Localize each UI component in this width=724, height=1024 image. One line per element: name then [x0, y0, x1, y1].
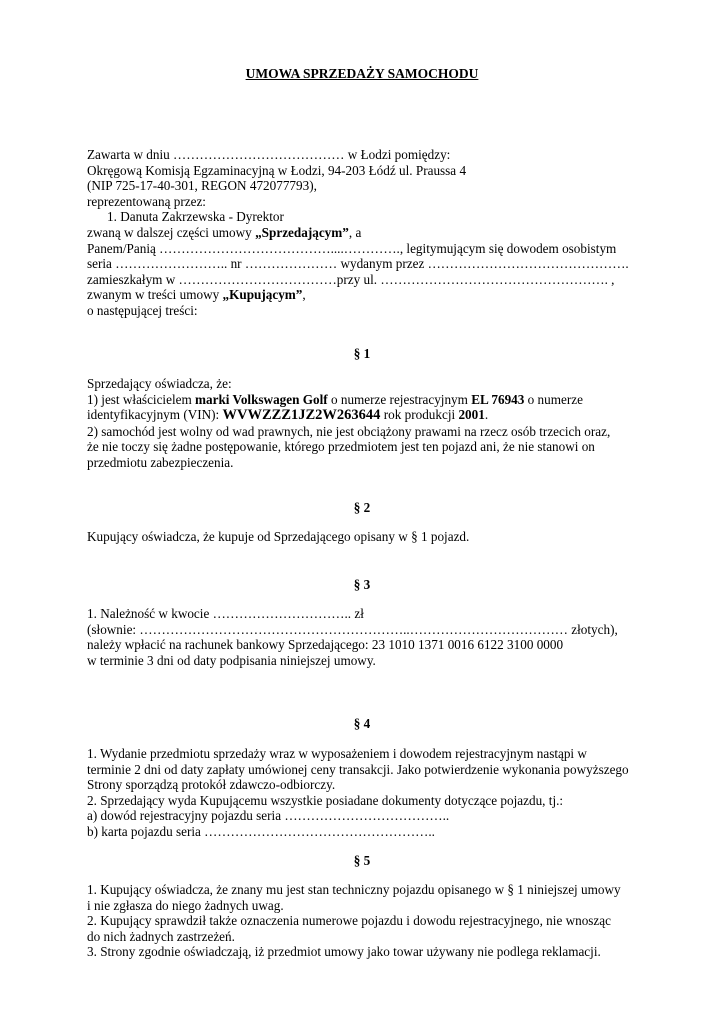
s5-line-4: do nich żadnych zastrzeżeń. [87, 928, 235, 944]
s1-line-6: przedmiotu zabezpieczenia. [87, 454, 234, 470]
s5-line-5: 3. Strony zgodnie oświadczają, iż przedmiot umowy jako towar używany nie podlega reklamacji. [87, 944, 601, 960]
s1-line-3 [87, 407, 647, 424]
intro-line-id-series: seria …………………….. nr ………………… wydanym przez ………………………………………. [87, 256, 629, 272]
intro-line-nip-regon: (NIP 725-17-40-301, REGON 472077793), [87, 178, 317, 194]
s5-line-3: 2. Kupujący sprawdził także oznaczenia numerowe pojazdu i dowodu rejestracyjnego, nie wnosząc [87, 913, 611, 929]
intro-line-represented: reprezentowaną przez: [87, 193, 206, 209]
intro-line-buyer-name: Panem/Panią …………………………………....…………., legitymującym się dowodem osobistym [87, 240, 617, 256]
section-2-body [87, 529, 647, 545]
registration-number: EL 76943 [471, 391, 525, 407]
intro-line-representative: 1. Danuta Zakrzewska - Dyrektor [107, 209, 284, 225]
text: rok produkcji [380, 407, 459, 423]
section-3-body [87, 606, 647, 668]
section-2-heading: § 2 [353, 500, 371, 515]
section-1-body [87, 376, 647, 471]
s5-line-2: i nie zgłasza do niego żadnych uwag. [87, 897, 284, 913]
seller-term: „Sprzedającym” [255, 224, 349, 240]
s1-line-1: Sprzedający oświadcza, że: [87, 376, 232, 391]
buyer-term: „Kupującym” [222, 287, 303, 303]
intro-line-seller-def [87, 225, 647, 241]
intro-line-following: o następującej treści: [87, 302, 198, 318]
s4-line-4: 2. Sprzedający wyda Kupującemu wszystkie posiadane dokumenty dotyczące pojazdu, tj.: [87, 792, 564, 808]
section-5-body [87, 882, 647, 960]
s1-line-4: 2) samochód jest wolny od wad prawnych, nie jest obciążony prawami na rzecz osób trzecich oraz, [87, 423, 611, 439]
text: o numerze [524, 391, 583, 407]
text: 1) jest właścicielem [87, 391, 196, 407]
section-1-heading: § 1 [353, 346, 371, 361]
s1-line-2 [87, 392, 647, 408]
intro-line-party: Okręgową Komisją Egzaminacyjną w Łodzi, 94-203 Łódź ul. Praussa 4 [87, 162, 467, 178]
text: o numerze rejestracyjnym [327, 391, 472, 407]
s5-line-1: 1. Kupujący oświadcza, że znany mu jest stan techniczny pojazdu opisanego w § 1 niniejszej umowy [87, 882, 621, 897]
intro-line-date: Zawarta w dniu ………………………………… w Łodzi pomiędzy: [87, 147, 451, 162]
section-3-heading: § 3 [353, 577, 371, 592]
text: , [302, 287, 306, 303]
intro-line-address: zamieszkałym w ………………………………przy ul. ……………………………………………. , [87, 271, 615, 287]
s3-line-4: w terminie 3 dni od daty podpisania niniejszej umowy. [87, 652, 376, 668]
s4-line-5: a) dowód rejestracyjny pojazdu seria ……………………………….. [87, 808, 450, 824]
production-year: 2001 [458, 407, 485, 423]
document-title: UMOWA SPRZEDAŻY SAMOCHODU [245, 66, 479, 81]
s1-line-5: że nie toczy się żadne postępowanie, którego przedmiotem jest ten pojazd ani, że nie stanowi on [87, 439, 595, 455]
text: identyfikacyjnym (VIN): [87, 407, 223, 423]
section-5-heading: § 5 [353, 853, 371, 868]
text: zwanym w treści umowy [87, 287, 223, 303]
s4-line-6: b) karta pojazdu seria …………………………………………….. [87, 823, 435, 839]
s3-line-1: 1. Należność w kwocie ………………………….. zł [87, 606, 364, 621]
intro-line-buyer-def [87, 287, 647, 303]
s3-line-2: (słownie: ……………………………………………………..……………………………… złotych), [87, 621, 618, 637]
car-brand: marki Volkswagen Golf [195, 391, 328, 407]
s3-line-3: należy wpłacić na rachunek bankowy Sprzedającego: 23 1010 1371 0016 6122 3100 0000 [87, 637, 564, 653]
s4-line-1: 1. Wydanie przedmiotu sprzedaży wraz w wyposażeniem i dowodem rejestracyjnym nastąpi w [87, 746, 587, 761]
s2-line-1: Kupujący oświadcza, że kupuje od Sprzedającego opisany w § 1 pojazd. [87, 529, 470, 544]
section-4-heading: § 4 [353, 716, 371, 731]
text: zwaną w dalszej części umowy [87, 224, 256, 240]
text: , a [348, 224, 362, 240]
text: . [484, 407, 489, 423]
s4-line-2: terminie 2 dni od daty zapłaty umówionej ceny transakcji. Jako potwierdzenie wykonania powyższego [87, 761, 629, 777]
vin-number: WVWZZZ1JZ2W263644 [222, 407, 381, 424]
intro-section [87, 147, 647, 319]
section-4-body [87, 746, 647, 840]
s4-line-3: Strony sporządzą protokół zdawczo-odbiorczy. [87, 777, 336, 793]
